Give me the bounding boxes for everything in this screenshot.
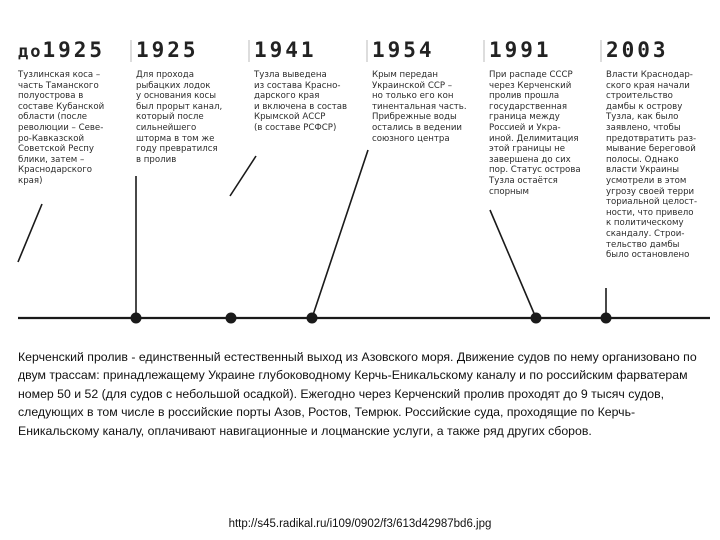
year-heading: 2003 bbox=[606, 38, 669, 62]
event-description: Власти Краснодар- ского края начали строительство дамбы к острову Тузла, как было заявлено, чтобы предотвратить раз- мывание береговой полосы. Однако власти Украины усмотрели в этом угрозу своей терри ториальной целост- ности, что привело к политическому скандалу. Строи- тельство дамбы было остановлено bbox=[606, 70, 698, 261]
event-description: Крым передан Украинской ССР – но только его кон тинентальная часть. Прибрежные воды остались в ведении союзного центра bbox=[372, 70, 467, 144]
timeline-marker bbox=[131, 313, 142, 324]
caption-paragraph: Керченский пролив - единственный естественный выход из Азовского моря. Движение судов по нему организовано по двум трассам: принадлежащему Украине глубоководному Керчь-Еникальскому каналу и по российским фарватерам номер 50 и 52 (для судов с небольшой осадкой). Ежегодно через Керченский пролив проходят до 9 тысяч судов, следующих в том числе в российские порты Азов, Ростов, Темрюк. Российские суда, проходящие по Керчь-Еникальскому каналу, оплачивают навигационные и лоцманские услуги, а также ряд других сборов. bbox=[18, 350, 697, 438]
connector-line bbox=[490, 210, 536, 318]
year-value: 1925 bbox=[42, 38, 106, 62]
source-url: http://s45.radikal.ru/i109/0902/f3/613d42987bd6.jpg bbox=[228, 518, 492, 530]
connector-line bbox=[230, 156, 256, 196]
event-description: Тузлинская коса – часть Таманского полуострова в составе Кубанской области (после революции – Севе- ро-Кавказской Советской Респу блики, затем – Краснодарского края) bbox=[18, 70, 105, 186]
event-description: Для прохода рыбацких лодок у основания косы был прорыт канал, который после сильнейшего шторма в том же году превратился в пролив bbox=[136, 70, 223, 165]
timeline-marker bbox=[226, 313, 237, 324]
connector-line bbox=[18, 204, 42, 262]
connector-line bbox=[312, 150, 368, 318]
event-description: При распаде СССР через Керченский пролив прошла государственная граница между Россией и Укра- иной. Делимитация этой границы не завершена до сих пор. Статус острова Тузла остаётся спорным bbox=[489, 70, 581, 197]
year-heading: 1925 bbox=[136, 38, 199, 62]
timeline-marker bbox=[307, 313, 318, 324]
timeline-marker bbox=[601, 313, 612, 324]
year-heading: 1954 bbox=[372, 38, 435, 62]
year-heading: 1991 bbox=[489, 38, 552, 62]
event-description: Тузла выведена из состава Красно- дарского края и включена в состав Крымской АССР (в составе РСФСР) bbox=[254, 70, 348, 133]
timeline-marker bbox=[531, 313, 542, 324]
year-heading: 1941 bbox=[254, 38, 317, 62]
year-prefix: до bbox=[18, 42, 43, 62]
